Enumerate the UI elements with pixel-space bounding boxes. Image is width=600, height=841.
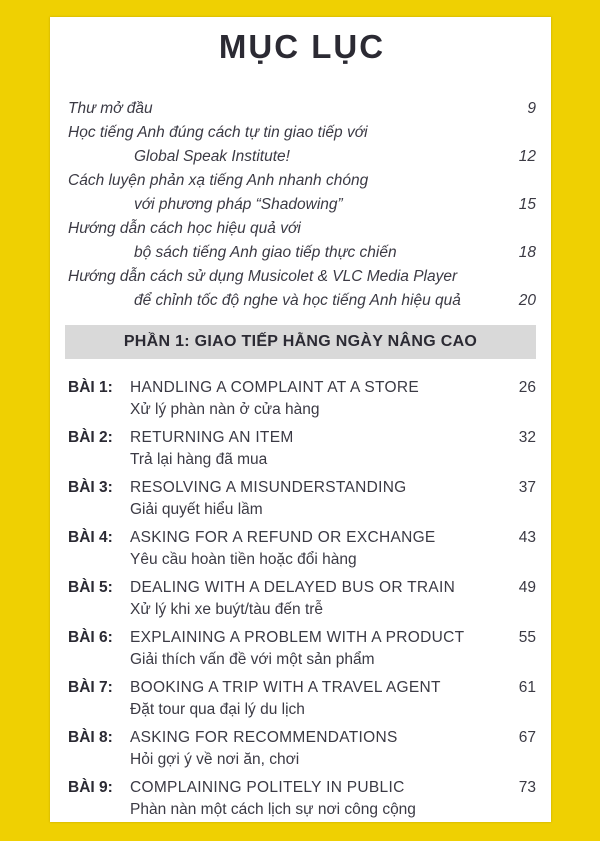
intro-line-1: Học tiếng Anh đúng cách tự tin giao tiếp với (68, 124, 368, 141)
lesson-page-number: 73 (518, 779, 536, 796)
lesson-title: RETURNING AN ITEM (130, 429, 294, 446)
intro-line-2: để chỉnh tốc độ nghe và học tiếng Anh hiệu quả (134, 292, 461, 309)
lesson-subtitle: Hỏi gợi ý về nơi ăn, chơi (130, 750, 300, 768)
section-banner: PHẦN 1: GIAO TIẾP HẰNG NGÀY NÂNG CAO (65, 325, 536, 359)
lesson-item (68, 577, 536, 620)
intro-line-1: Hướng dẫn cách sử dụng Musicolet & VLC Media Player (68, 268, 458, 285)
intro-line-2: bộ sách tiếng Anh giao tiếp thực chiến (134, 244, 397, 261)
lesson-page-number: 26 (518, 379, 536, 396)
intro-item (68, 217, 536, 265)
lesson-title: BOOKING A TRIP WITH A TRAVEL AGENT (130, 679, 441, 696)
lesson-item (68, 727, 536, 770)
intro-page-number: 12 (518, 148, 536, 165)
lesson-subtitle: Yêu cầu hoàn tiền hoặc đổi hàng (130, 550, 357, 568)
lesson-label: BÀI 5: (68, 579, 113, 596)
lesson-title: DEALING WITH A DELAYED BUS OR TRAIN (130, 579, 456, 596)
lesson-page-number: 55 (518, 629, 536, 646)
lesson-item (68, 527, 536, 570)
intro-list (68, 97, 536, 313)
lesson-page-number: 37 (518, 479, 536, 496)
lesson-title: EXPLAINING A PROBLEM WITH A PRODUCT (130, 629, 465, 646)
toc-page (50, 17, 551, 822)
lesson-item (68, 677, 536, 720)
lesson-subtitle: Phàn nàn một cách lịch sự nơi công cộng (130, 800, 416, 818)
lesson-page-number: 49 (518, 579, 536, 596)
intro-line-2: Global Speak Institute! (134, 148, 290, 165)
lesson-label: BÀI 4: (68, 529, 113, 546)
page-title: MỤC LỤC (218, 28, 386, 65)
intro-page-number: 18 (518, 244, 536, 261)
lesson-label: BÀI 7: (68, 679, 113, 696)
lesson-subtitle: Xử lý khi xe buýt/tàu đến trễ (130, 600, 324, 618)
intro-line-1: Cách luyện phản xạ tiếng Anh nhanh chóng (68, 172, 369, 189)
lesson-title: ASKING FOR A REFUND OR EXCHANGE (130, 529, 436, 546)
lesson-page-number: 32 (518, 429, 536, 446)
lesson-item (68, 427, 536, 470)
intro-line-1: Hướng dẫn cách học hiệu quả với (68, 220, 301, 237)
lesson-label: BÀI 1: (68, 379, 113, 396)
intro-item (68, 169, 536, 217)
lesson-item (68, 477, 536, 520)
lesson-item (68, 377, 536, 420)
lesson-subtitle: Giải thích vấn đề với một sản phẩm (130, 650, 375, 668)
intro-item (68, 97, 536, 121)
lesson-page-number: 61 (518, 679, 536, 696)
lesson-item (68, 777, 536, 820)
lesson-subtitle: Đặt tour qua đại lý du lịch (130, 700, 305, 718)
lesson-subtitle: Giải quyết hiểu lầm (130, 500, 263, 518)
lesson-title: HANDLING A COMPLAINT AT A STORE (130, 379, 419, 396)
lesson-item (68, 627, 536, 670)
intro-page-number: 15 (518, 196, 536, 213)
lesson-list (68, 377, 536, 820)
lesson-title: COMPLAINING POLITELY IN PUBLIC (130, 779, 405, 796)
lesson-page-number: 67 (518, 729, 536, 746)
lesson-label: BÀI 3: (68, 479, 113, 496)
lesson-subtitle: Xử lý phàn nàn ở cửa hàng (130, 400, 320, 418)
intro-item (68, 121, 536, 169)
intro-line-1: Thư mở đầu (68, 100, 153, 117)
lesson-label: BÀI 2: (68, 429, 113, 446)
lesson-title: ASKING FOR RECOMMENDATIONS (130, 729, 398, 746)
intro-page-number: 9 (527, 100, 536, 117)
intro-page-number: 20 (518, 292, 536, 309)
lesson-label: BÀI 6: (68, 629, 113, 646)
lesson-label: BÀI 9: (68, 779, 113, 796)
lesson-label: BÀI 8: (68, 729, 113, 746)
intro-line-2: với phương pháp “Shadowing” (134, 196, 343, 213)
lesson-title: RESOLVING A MISUNDERSTANDING (130, 479, 407, 496)
lesson-subtitle: Trả lại hàng đã mua (130, 450, 268, 468)
lesson-page-number: 43 (518, 529, 536, 546)
intro-item (68, 265, 536, 313)
